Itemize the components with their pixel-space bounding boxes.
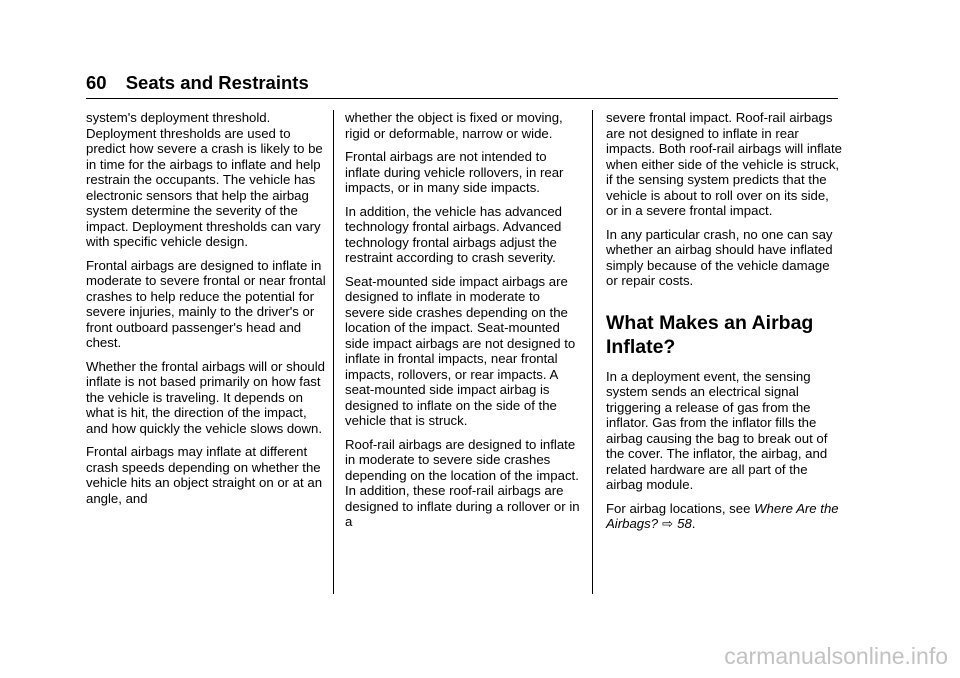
- header-rule: [86, 98, 838, 99]
- paragraph: In any particular crash, no one can say whether an airbag should have inflated simply because of the vehicle damage or repair costs.: [606, 226, 833, 288]
- paragraph: Frontal airbags may inflate at different crash speeds depending on whether the vehicle hits an object straight on or at an angle, and: [86, 444, 323, 506]
- reference-suffix: .: [691, 516, 696, 531]
- paragraph-with-reference: [606, 501, 842, 532]
- page-header: [86, 72, 309, 94]
- paragraph: severe frontal impact. Roof-rail airbags are not designed to inflate in rear impacts. Both roof-rail airbags will inflate when either side of the vehicle is struck, if the sensing system predicts that the vehicle is about to roll over on its side, or in a severe frontal impact.: [606, 110, 843, 218]
- paragraph: Frontal airbags are designed to inflate in moderate to severe frontal or near frontal crashes to help reduce the potential for severe injuries, mainly to the driver's or front outboard passenger's head and chest.: [86, 257, 326, 350]
- page-number: 60: [86, 72, 107, 93]
- paragraph: In a deployment event, the sensing system sends an electrical signal triggering a release of gas from the inflator. Gas from the inflator fills the airbag causing the bag to break out of the cover. The inflator, the airbag, and related hardware are all part of the airbag module.: [606, 368, 828, 492]
- column-divider: [592, 110, 593, 594]
- paragraph: whether the object is fixed or moving, rigid or deformable, narrow or wide.: [345, 110, 563, 141]
- cross-reference-link[interactable]: Where Are the Airbags?: [606, 500, 839, 531]
- section-heading: What Makes an Airbag Inflate?: [606, 311, 814, 358]
- paragraph: system's deployment threshold. Deployment thresholds are used to predict how severe a crash is likely to be in time for the airbags to inflate and help restrain the occupants. The vehicle has electronic sensors that help the airbag system determine the severity of the impact. Deployment thresholds can vary with specific vehicle design.: [86, 110, 323, 249]
- section-title: Seats and Restraints: [125, 72, 309, 93]
- paragraph: Seat-mounted side impact airbags are designed to inflate in moderate to severe side crashes depending on the location of the impact. Seat-mounted side impact airbags are not designed to inflate in frontal impacts, near frontal impacts, rollovers, or rear impacts. A seat-mounted side impact airbag is designed to inflate on the side of the vehicle that is struck.: [345, 273, 576, 428]
- text-column-1: [86, 110, 326, 514]
- paragraph: In addition, the vehicle has advanced technology frontal airbags. Advanced technology frontal airbags adjust the restraint according to crash severity.: [345, 203, 563, 265]
- column-divider: [333, 110, 334, 594]
- page-reference-number[interactable]: 58: [677, 516, 692, 531]
- text-column-3: [606, 110, 842, 540]
- reference-prefix: For airbag locations, see: [606, 500, 755, 516]
- paragraph: Frontal airbags are not intended to inflate during vehicle rollovers, in rear impacts, or in many side impacts.: [345, 149, 564, 195]
- paragraph: Whether the frontal airbags will or should inflate is not based primarily on how fast the vehicle is traveling. It depends on what is hit, the direction of the impact, and how quickly the vehicle slows down.: [86, 358, 325, 436]
- watermark: carmanualsonline.info: [724, 643, 948, 669]
- paragraph: Roof-rail airbags are designed to inflate in moderate to severe side crashes depending on the location of the impact. In addition, these roof-rail airbags are designed to inflate during a rollover or in a: [345, 436, 580, 529]
- page-reference-arrow-icon: ⇨: [662, 516, 674, 531]
- text-column-2: [345, 110, 581, 538]
